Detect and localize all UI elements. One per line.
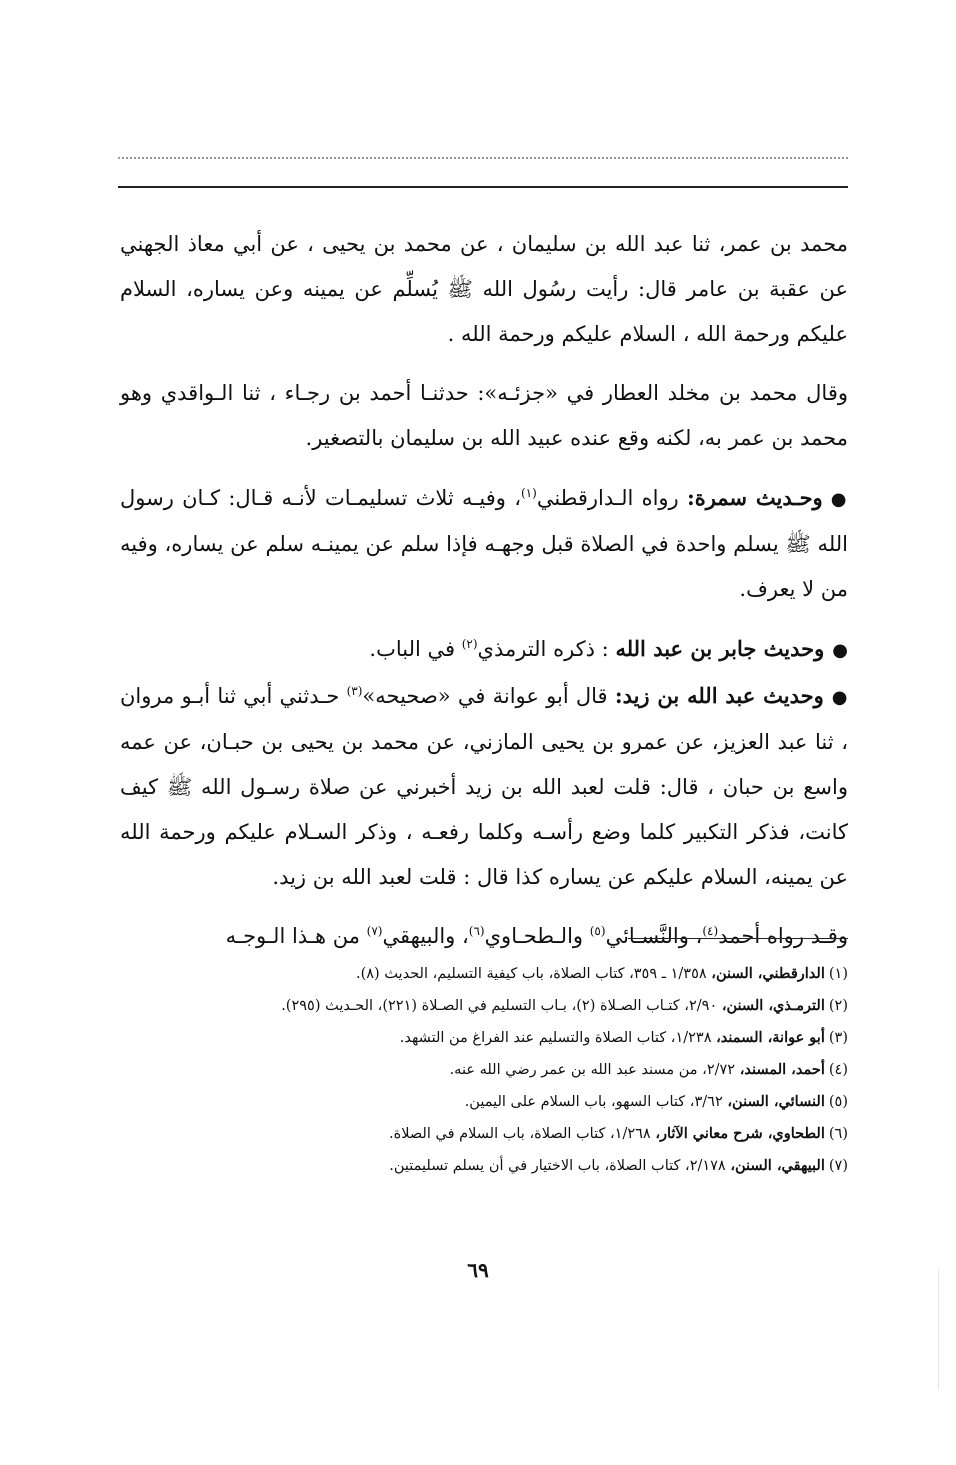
paragraph-abdullah-bin-zaid xyxy=(120,673,848,900)
footnote-text: ١/٢٣٨، كتاب الصلاة والتسليم عند الفراغ من التشهد. xyxy=(399,1030,717,1046)
footnote-number: (٤) xyxy=(828,1062,848,1078)
paragraph-narrators xyxy=(120,914,848,959)
footnote-text: ٢/٧٢، من مسند عبد الله بن عمر رضي الله عنه. xyxy=(449,1062,740,1078)
footnote-number: (٦) xyxy=(828,1126,848,1142)
footnote-number: (١) xyxy=(828,966,848,982)
hadith-heading: وحديث عبد الله بن زيد: xyxy=(614,683,824,708)
footnote-ref: (٦) xyxy=(468,924,485,938)
text: وقـد رواه أحمد xyxy=(718,924,848,948)
text: من هـذا الـوجـه xyxy=(225,924,367,948)
paragraph-samura xyxy=(120,475,848,612)
footnote-ref: (٥) xyxy=(589,924,606,938)
footnote xyxy=(120,1022,848,1054)
text: ، والنَّسـائي xyxy=(605,924,703,948)
footnotes xyxy=(120,958,848,1182)
header-dotted-rule xyxy=(118,157,848,159)
footnote-source: البيهقي، السنن، xyxy=(730,1157,825,1174)
header-solid-rule xyxy=(118,186,848,188)
footnote-text: ٢/١٧٨، كتاب الصلاة، باب الاختيار في أن يسلم تسليمتين. xyxy=(389,1158,731,1174)
footnote-source: الترمـذي، السنن، xyxy=(721,997,825,1014)
page-number: ٦٩ xyxy=(467,1258,489,1282)
footnote-ref: (٤) xyxy=(702,924,719,938)
footnote-source: النسائي، السنن، xyxy=(727,1093,825,1110)
footnote-source: أبو عوانة، السمند، xyxy=(716,1029,825,1046)
footnote xyxy=(120,1118,848,1150)
footnote-source: الطحاوي، شرح معاني الآثار، xyxy=(655,1125,825,1142)
main-text xyxy=(120,222,848,959)
text: ، وفيـه ثلاث تسليمـات لأنـه قـال: كـان رسول الله ﷺ يسلم واحدة في الصلاة قبل وجهـه فإذا سلم عن يمينـه سلم عن يساره، وفيه من لا يعرف. xyxy=(120,486,848,601)
footnote-number: (٧) xyxy=(828,1158,848,1174)
footnote xyxy=(120,1054,848,1086)
hadith-heading: وحـديث سمرة: xyxy=(686,485,823,510)
footnote-text: ٣/٦٢، كتاب السهو، باب السلام على اليمين. xyxy=(464,1094,728,1110)
bullet-icon: ● xyxy=(831,687,848,708)
footnote-text: ٢/٩٠، كتـاب الصـلاة (٢)، بـاب التسليم في الصـلاة (٢٢١)، الحـديث (٢٩٥). xyxy=(281,998,722,1014)
footnote-source: أحمد، المسند، xyxy=(739,1061,825,1078)
footnote-separator xyxy=(628,938,848,939)
footnote-ref: (٣) xyxy=(346,684,363,698)
scan-edge-line xyxy=(938,1270,939,1390)
footnote xyxy=(120,990,848,1022)
text: في الباب. xyxy=(369,637,462,661)
footnote-ref: (٢) xyxy=(461,637,478,651)
footnote xyxy=(120,1086,848,1118)
paragraph-jabir xyxy=(120,626,848,673)
footnote-ref: (٧) xyxy=(366,924,383,938)
text: قال أبو عوانة في «صحيحه» xyxy=(362,684,615,708)
footnote-source: الدارقطني، السنن، xyxy=(711,965,825,982)
text: رواه الـدارقطني xyxy=(536,486,687,510)
footnote-text: ١/٣٥٨ ـ ٣٥٩، كتاب الصلاة، باب كيفية التسليم، الحديث (٨). xyxy=(355,966,712,982)
footnote xyxy=(120,958,848,990)
footnote xyxy=(120,1150,848,1182)
bullet-icon: ● xyxy=(830,489,848,510)
footnote-text: ١/٢٦٨، كتاب الصلاة، باب السلام في الصلاة. xyxy=(389,1126,656,1142)
footnote-number: (٥) xyxy=(828,1094,848,1110)
footnote-number: (٢) xyxy=(828,998,848,1014)
footnote-number: (٣) xyxy=(828,1030,848,1046)
text: : ذكره الترمذي xyxy=(477,637,616,661)
bullet-icon: ● xyxy=(832,640,848,661)
paragraph-1: محمد بن عمر، ثنا عبد الله بن سليمان ، عن محمد بن يحيى ، عن أبي معاذ الجهني عن عقبة بن عامر قال: رأيت رسُول الله ﷺ يُسلِّم عن يمينه وعن يساره، السلام عليكم ورحمة الله ، السلام عليكم ورحمة الله . xyxy=(120,232,848,346)
paragraph-2: وقال محمد بن مخلد العطار في «جزئـه»: حدثنـا أحمد بن رجـاء ، ثنا الـواقدي وهو محمد بن عمر به، لكنه وقع عنده عبيد الله بن سليمان بالتصغير. xyxy=(120,381,848,450)
hadith-heading: وحديث جابر بن عبد الله xyxy=(615,636,825,661)
text: حـدثني أبي ثنا أبـو مروان ، ثنا عبد العزيز، عن عمرو بن يحيى المازني، عن محمد بن يحيى بن حبـان، عن عمه واسع بن حبان ، قال: قلت لعبد الله بن زيد أخبرني عن صلاة رسـول الله ﷺ كيف كانت، فذكر التكبير كلما وضع رأسـه وكلما رفعـه ، وذكر السـلام عليكم ورحمة الله عن يمينه، السلام عليكم عن يساره كذا قال : قلت لعبد الله بن زيد. xyxy=(120,684,848,889)
text: والـطحـاوي xyxy=(484,924,590,948)
footnote-ref: (١) xyxy=(520,486,537,500)
text: ، والبيهقي xyxy=(382,924,469,948)
